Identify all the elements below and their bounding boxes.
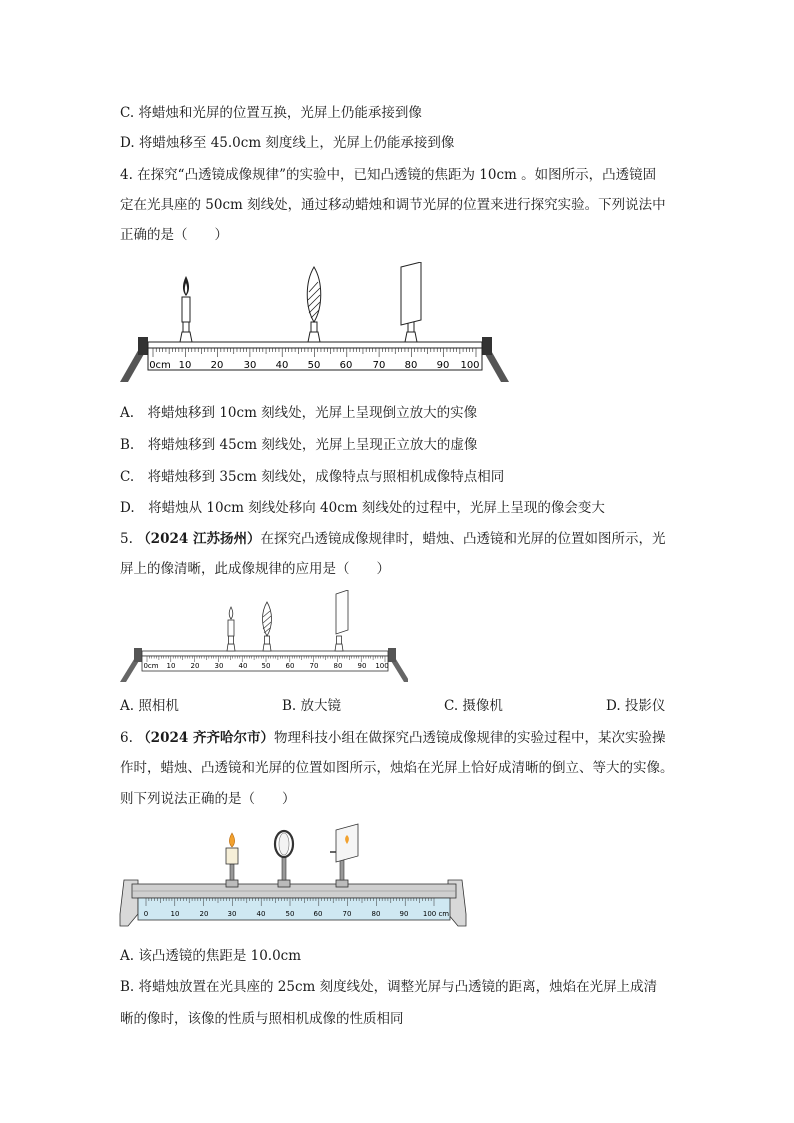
q4-option-c: C. 将蜡烛移到 35cm 刻线处，成像特点与照相机成像特点相同 — [120, 469, 505, 485]
q4-bench-right-end — [482, 337, 492, 355]
q6-number: 6. — [120, 730, 133, 746]
q6-stem-line-3: 则下列说法正确的是（ ） — [120, 791, 296, 807]
q5-source: （2024 江苏扬州） — [137, 531, 261, 547]
q5-ruler-label: 90 — [357, 662, 367, 670]
q6-ruler-label: 90 — [399, 910, 409, 918]
q5-ruler-label: 70 — [309, 662, 319, 670]
q6-stem-line-2: 作时，蜡烛、凸透镜和光屏的位置如图所示，烛焰在光屏上恰好成清晰的倒立、等大的实像。 — [120, 760, 674, 776]
q5-stem-text: 在探究凸透镜成像规律时，蜡烛、凸透镜和光屏的位置如图所示，光 — [260, 531, 666, 547]
q4-light-screen — [401, 262, 421, 342]
q5-option-a: A. 照相机 — [120, 698, 179, 714]
q5-number: 5. — [120, 531, 133, 547]
q6-ruler-label: 20 — [199, 910, 209, 918]
q6-convex-lens — [275, 831, 293, 887]
q3-option-d: D. 将蜡烛移至 45.0cm 刻度线上，光屏上仍能承接到像 — [120, 135, 455, 151]
q4-ruler-label: 80 — [404, 360, 418, 371]
q6-ruler-label: 0 — [143, 910, 149, 918]
q4-bench-rail — [148, 342, 482, 348]
q5-ruler-label: 60 — [285, 662, 295, 670]
q5-ruler-label: 10 — [166, 662, 176, 670]
q6-source: （2024 齐齐哈尔市） — [137, 730, 274, 746]
q6-option-a: A. 该凸透镜的焦距是 10.0cm — [120, 948, 302, 964]
q4-stem-line-1: 4. 在探究“凸透镜成像规律”的实验中，已知凸透镜的焦距为 10cm 。如图所示，凸透镜固 — [120, 167, 657, 183]
q5-light-screen — [335, 590, 348, 651]
q4-stem-line-3: 正确的是（ ） — [120, 227, 228, 243]
q5-bench-left-end — [134, 648, 142, 662]
q5-stem-line-2: 屏上的像清晰，此成像规律的应用是（ ） — [120, 561, 390, 577]
q4-option-b: B. 将蜡烛移到 45cm 刻线处，光屏上呈现正立放大的虚像 — [120, 437, 478, 453]
q4-ruler-label: 20 — [210, 360, 224, 371]
q4-ruler-label: 10 — [178, 360, 192, 371]
q4-option-a: A. 将蜡烛移到 10cm 刻线处，光屏上呈现倒立放大的实像 — [120, 405, 478, 421]
q4-ruler-label: 30 — [243, 360, 257, 371]
q4-ruler-label: 90 — [436, 360, 450, 371]
q5-ruler-label: 80 — [333, 662, 343, 670]
q4-ruler-label: 50 — [307, 360, 321, 371]
q6-ruler-label: 30 — [227, 910, 237, 918]
q5-ruler-label: 30 — [214, 662, 224, 670]
q6-light-screen — [330, 824, 358, 887]
q4-optical-bench-figure — [118, 262, 513, 387]
q5-convex-lens — [263, 602, 272, 651]
q6-ruler-label: 10 — [170, 910, 180, 918]
q6-ruler-label: 80 — [371, 910, 381, 918]
q6-stem-text: 物理科技小组在做探究凸透镜成像规律的实验过程中，某次实验操 — [273, 730, 666, 746]
q5-ruler-label: 0cm — [143, 662, 159, 670]
q4-option-d: D. 将蜡烛从 10cm 刻线处移向 40cm 刻线处的过程中，光屏上呈现的像会变大 — [120, 500, 605, 516]
q4-ruler-label: 40 — [275, 360, 289, 371]
q5-ruler-label: 50 — [261, 662, 271, 670]
q6-ruler-label: 40 — [256, 910, 266, 918]
q5-stem-line-1 — [120, 529, 665, 549]
q5-ruler-label: 40 — [238, 662, 248, 670]
q5-ruler-label: 20 — [190, 662, 200, 670]
q6-stem-line-1 — [120, 728, 665, 748]
q6-ruler-label: 100 cm — [422, 910, 450, 918]
q6-option-b-line-1: B. 将蜡烛放置在光具座的 25cm 刻度线处，调整光屏与凸透镜的距离，烛焰在光屏上成清 — [120, 979, 658, 995]
q3-option-c: C. 将蜡烛和光屏的位置互换，光屏上仍能承接到像 — [120, 105, 422, 121]
q5-options-row — [120, 694, 680, 714]
q4-ruler-label: 100 — [460, 360, 480, 371]
q5-option-b: B. 放大镜 — [282, 698, 342, 714]
q4-convex-lens — [307, 267, 321, 342]
q4-bench-left-end — [138, 337, 148, 355]
q5-candle — [227, 607, 235, 651]
q5-option-c: C. 摄像机 — [444, 698, 503, 714]
q6-ruler-label: 70 — [342, 910, 352, 918]
q5-bench-right-end — [388, 648, 396, 662]
q4-ruler-label: 0cm — [149, 360, 171, 371]
q4-candle — [180, 276, 192, 342]
q4-ruler-label: 60 — [339, 360, 353, 371]
q6-ruler-label: 50 — [285, 910, 295, 918]
q4-ruler-label: 70 — [372, 360, 386, 371]
q6-optical-bench-figure — [118, 822, 473, 932]
q5-optical-bench-figure — [118, 590, 408, 685]
q6-ruler-label: 60 — [313, 910, 323, 918]
q5-bench-rail — [142, 651, 388, 656]
q5-ruler-label: 100 — [375, 662, 389, 670]
q6-option-b-line-2: 晰的像时，该像的性质与照相机成像的性质相同 — [120, 1011, 404, 1027]
q5-option-d: D. 投影仪 — [606, 698, 666, 714]
q4-stem-line-2: 定在光具座的 50cm 刻线处，通过移动蜡烛和调节光屏的位置来进行探究实验。下列说法中 — [120, 197, 666, 213]
q6-candle — [226, 833, 238, 887]
